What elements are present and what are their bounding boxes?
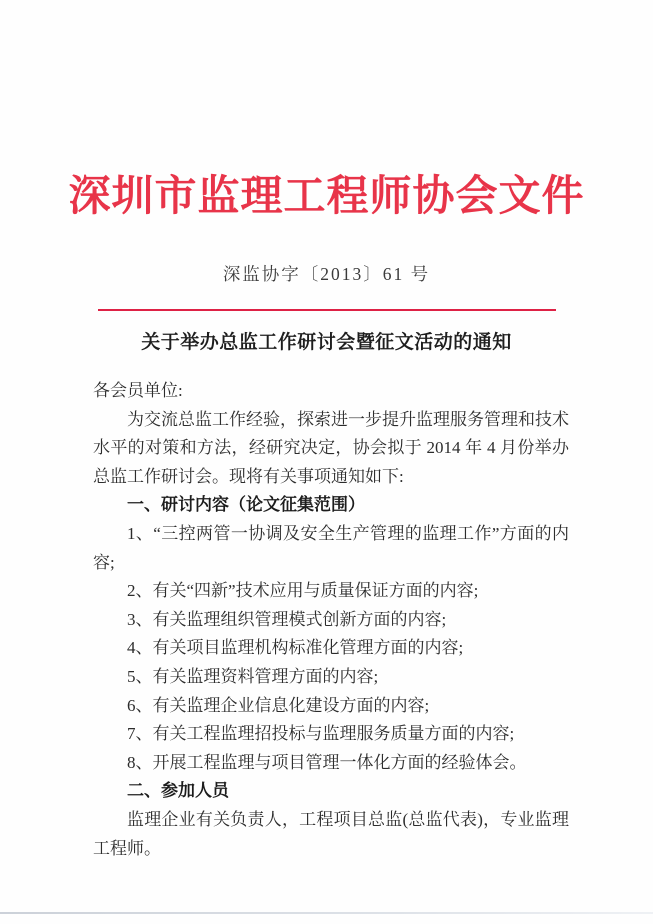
salutation: 各会员单位: bbox=[93, 381, 183, 400]
paragraph-participants: 监理企业有关负责人，工程项目总监(总监代表)，专业监理工程师。 bbox=[93, 809, 569, 858]
notice-title: 关于举办总监工作研讨会暨征文活动的通知 bbox=[141, 332, 512, 353]
paragraph-intro: 为交流总监工作经验，探索进一步提升监理服务管理和技术水平的对策和方法，经研究决定，协会拟于 2014 年 4 月份举办总监工作研讨会。现将有关事项通知如下: bbox=[93, 409, 569, 486]
document-body bbox=[93, 377, 569, 863]
list-item-6: 6、有关监理企业信息化建设方面的内容; bbox=[127, 695, 430, 715]
document-reference-number: 深监协字〔2013〕61 号 bbox=[222, 264, 431, 284]
list-item-5: 5、有关监理资料管理方面的内容; bbox=[127, 666, 379, 686]
list-item-8: 8、开展工程监理与项目管理一体化方面的经验体会。 bbox=[127, 752, 527, 772]
list-item-1: 1、“三控两管一协调及安全生产管理的监理工作”方面的内容; bbox=[93, 523, 569, 572]
red-divider-line bbox=[98, 309, 556, 311]
section-heading-2: 二、参加人员 bbox=[127, 781, 229, 801]
list-item-2: 2、有关“四新”技术应用与质量保证方面的内容; bbox=[127, 581, 479, 601]
list-item-3: 3、有关监理组织管理模式创新方面的内容; bbox=[127, 609, 447, 629]
section-heading-1: 一、研讨内容（论文征集范围） bbox=[127, 495, 365, 515]
list-item-7: 7、有关工程监理招投标与监理服务质量方面的内容; bbox=[127, 724, 515, 744]
list-item-4: 4、有关项目监理机构标准化管理方面的内容; bbox=[127, 638, 464, 658]
scan-page-bottom-edge bbox=[0, 912, 653, 914]
org-letterhead-title: 深圳市监理工程师协会文件 bbox=[68, 174, 585, 220]
